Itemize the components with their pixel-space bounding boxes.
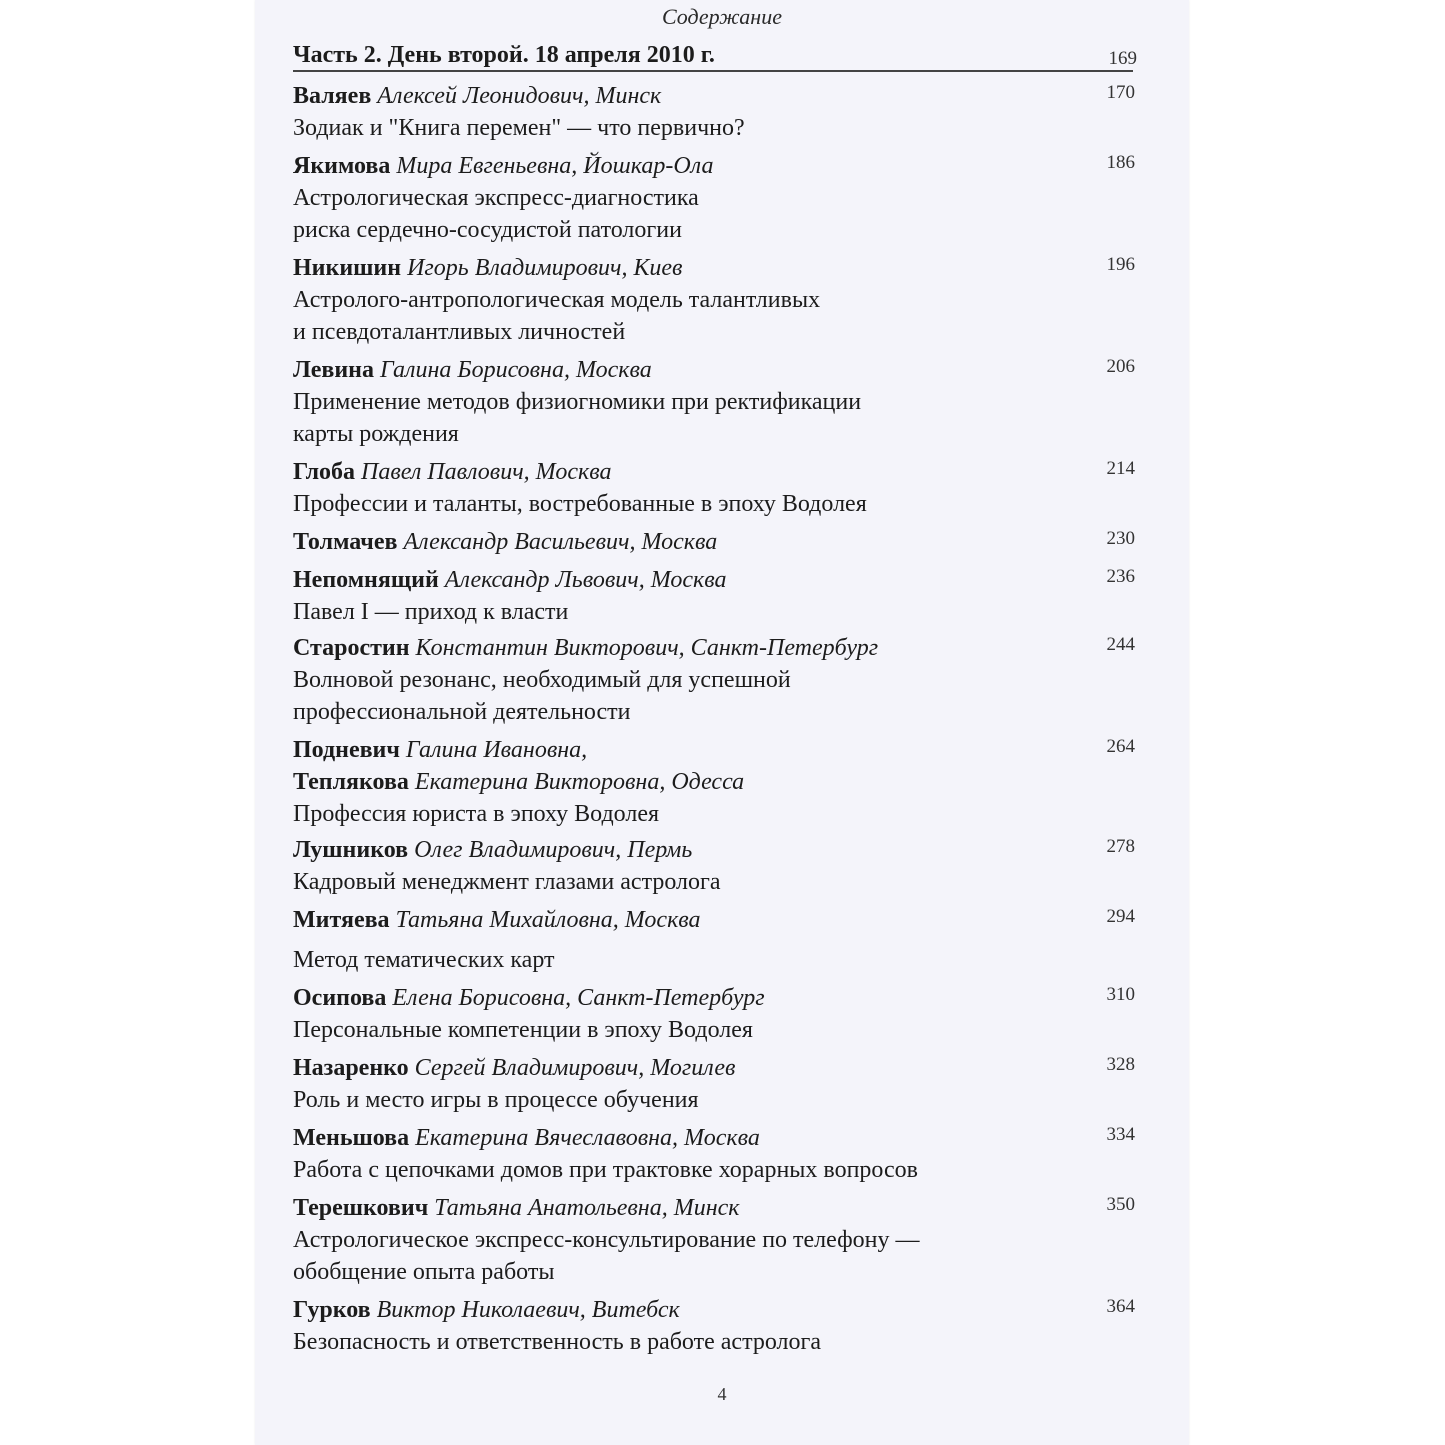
author-details: Екатерина Викторовна, Одесса	[414, 769, 745, 795]
entry-coauthor	[293, 766, 1133, 798]
entry-topic: Павел I — приход к власти	[293, 599, 569, 625]
entry-topic: Безопасность и ответственность в работе астролога	[293, 1329, 821, 1355]
author-details: Александр Васильевич, Москва	[403, 529, 718, 555]
part-heading	[293, 42, 1137, 72]
running-header: Содержание	[661, 4, 782, 29]
author-details: Галина Ивановна,	[405, 737, 588, 763]
toc-entry	[293, 632, 1133, 728]
author-surname: Якимова	[293, 153, 391, 179]
toc-entry	[293, 564, 1133, 628]
entry-page-number: 364	[1106, 1296, 1135, 1317]
entry-topic: Волновой резонанс, необходимый для успешной	[293, 667, 791, 693]
author-details: Павел Павлович, Москва	[361, 459, 612, 485]
entry-author	[293, 80, 1133, 112]
toc-entry	[293, 456, 1133, 520]
entry-author	[293, 1192, 1133, 1224]
author-details: Виктор Николаевич, Витебск	[376, 1297, 680, 1323]
entry-topic-continued: и псевдоталантливых личностей	[293, 319, 626, 345]
entry-page-number: 196	[1106, 254, 1135, 275]
author-surname: Глоба	[293, 459, 356, 485]
entry-page-number: 236	[1106, 566, 1135, 587]
part-title: Часть 2. День второй. 18 апреля 2010 г.	[293, 42, 715, 68]
entry-topic: Применение методов физиогномики при ректификации	[293, 389, 862, 415]
author-surname: Митяева	[293, 907, 390, 933]
entry-topic: Зодиак и "Книга перемен" — что первично?	[293, 115, 745, 141]
author-surname: Подневич	[293, 737, 400, 763]
entry-author	[293, 1122, 1133, 1154]
author-details: Олег Владимирович, Пермь	[414, 837, 693, 863]
toc-entry	[293, 252, 1133, 348]
entry-page-number: 310	[1106, 984, 1135, 1005]
entry-topic: Метод тематических карт	[293, 947, 555, 973]
entry-author	[293, 526, 1133, 558]
entry-topic: Работа с цепочками домов при трактовке хорарных вопросов	[293, 1157, 919, 1183]
entry-author	[293, 354, 1133, 386]
entry-topic: Профессии и таланты, востребованные в эпоху Водолея	[293, 491, 867, 517]
part-page-number: 169	[1108, 48, 1137, 69]
author-details: Елена Борисовна, Санкт-Петербург	[392, 985, 765, 1011]
author-surname: Лушников	[293, 837, 409, 863]
toc-entry	[293, 734, 1133, 830]
toc-entry	[293, 1294, 1133, 1358]
entry-author	[293, 632, 1133, 664]
author-surname: Осипова	[293, 985, 387, 1011]
entry-page-number: 230	[1106, 528, 1135, 549]
entry-topic: Астролого-антропологическая модель талантливых	[293, 287, 821, 313]
entry-topic: Астрологическое экспресс-консультирование по телефону —	[293, 1227, 920, 1253]
author-details: Татьяна Михайловна, Москва	[395, 907, 701, 933]
entry-page-number: 244	[1106, 634, 1135, 655]
toc-entry	[293, 1122, 1133, 1186]
entry-page-number: 206	[1106, 356, 1135, 377]
entry-topic: Профессия юриста в эпоху Водолея	[293, 801, 660, 827]
entry-page-number: 214	[1106, 458, 1135, 479]
author-details: Галина Борисовна, Москва	[380, 357, 652, 383]
entry-author	[293, 150, 1133, 182]
page-number: 4	[717, 1384, 727, 1404]
toc-entry	[293, 354, 1133, 450]
toc-entry	[293, 1052, 1133, 1116]
entry-page-number: 328	[1106, 1054, 1135, 1075]
author-surname: Непомнящий	[293, 567, 439, 593]
author-surname: Левина	[293, 357, 374, 383]
toc-entry	[293, 904, 1133, 976]
author-details: Константин Викторович, Санкт-Петербург	[415, 635, 879, 661]
author-details: Александр Львович, Москва	[444, 567, 727, 593]
author-surname: Гурков	[293, 1297, 371, 1323]
author-details: Екатерина Вячеславовна, Москва	[415, 1125, 760, 1151]
entry-topic-continued: профессиональной деятельности	[293, 699, 631, 725]
author-surname: Меньшова	[293, 1125, 410, 1151]
entry-topic: Кадровый менеджмент глазами астролога	[293, 869, 721, 895]
entry-author	[293, 252, 1133, 284]
entry-topic: Персональные компетенции в эпоху Водолея	[293, 1017, 753, 1043]
author-surname: Назаренко	[293, 1055, 409, 1081]
author-details: Сергей Владимирович, Могилев	[414, 1055, 736, 1081]
author-surname: Толмачев	[293, 529, 398, 555]
author-details: Мира Евгеньевна, Йошкар-Ола	[396, 153, 714, 179]
entry-author	[293, 456, 1133, 488]
entry-author	[293, 834, 1133, 866]
author-surname: Валяев	[293, 83, 372, 109]
toc-entry	[293, 1192, 1133, 1288]
entry-page-number: 170	[1106, 82, 1135, 103]
entry-author	[293, 904, 1133, 936]
entry-page-number: 264	[1106, 736, 1135, 757]
author-surname: Терешкович	[293, 1195, 429, 1221]
toc-entry	[293, 834, 1133, 898]
entry-author	[293, 734, 1133, 766]
entry-topic-continued: риска сердечно-сосудистой патологии	[293, 217, 682, 243]
author-details: Алексей Леонидович, Минск	[377, 83, 662, 109]
toc-entry	[293, 80, 1133, 144]
entry-page-number: 334	[1106, 1124, 1135, 1145]
entry-topic-continued: карты рождения	[293, 421, 459, 447]
entry-author	[293, 982, 1133, 1014]
entry-topic-continued: обобщение опыта работы	[293, 1259, 555, 1285]
toc-entry	[293, 150, 1133, 246]
entry-topic: Роль и место игры в процессе обучения	[293, 1087, 699, 1113]
entry-page-number: 186	[1106, 152, 1135, 173]
entry-author	[293, 564, 1133, 596]
author-details: Игорь Владимирович, Киев	[407, 255, 683, 281]
entry-page-number: 294	[1106, 906, 1135, 927]
entry-page-number: 350	[1106, 1194, 1135, 1215]
book-page	[255, 0, 1189, 1445]
entry-author	[293, 1052, 1133, 1084]
toc-entry	[293, 526, 1133, 558]
entry-topic: Астрологическая экспресс-диагностика	[293, 185, 699, 211]
author-surname: Теплякова	[293, 769, 409, 795]
toc-entry	[293, 982, 1133, 1046]
entry-author	[293, 1294, 1133, 1326]
author-surname: Старостин	[293, 635, 410, 661]
author-details: Татьяна Анатольевна, Минск	[434, 1195, 740, 1221]
entry-page-number: 278	[1106, 836, 1135, 857]
author-surname: Никишин	[293, 255, 402, 281]
